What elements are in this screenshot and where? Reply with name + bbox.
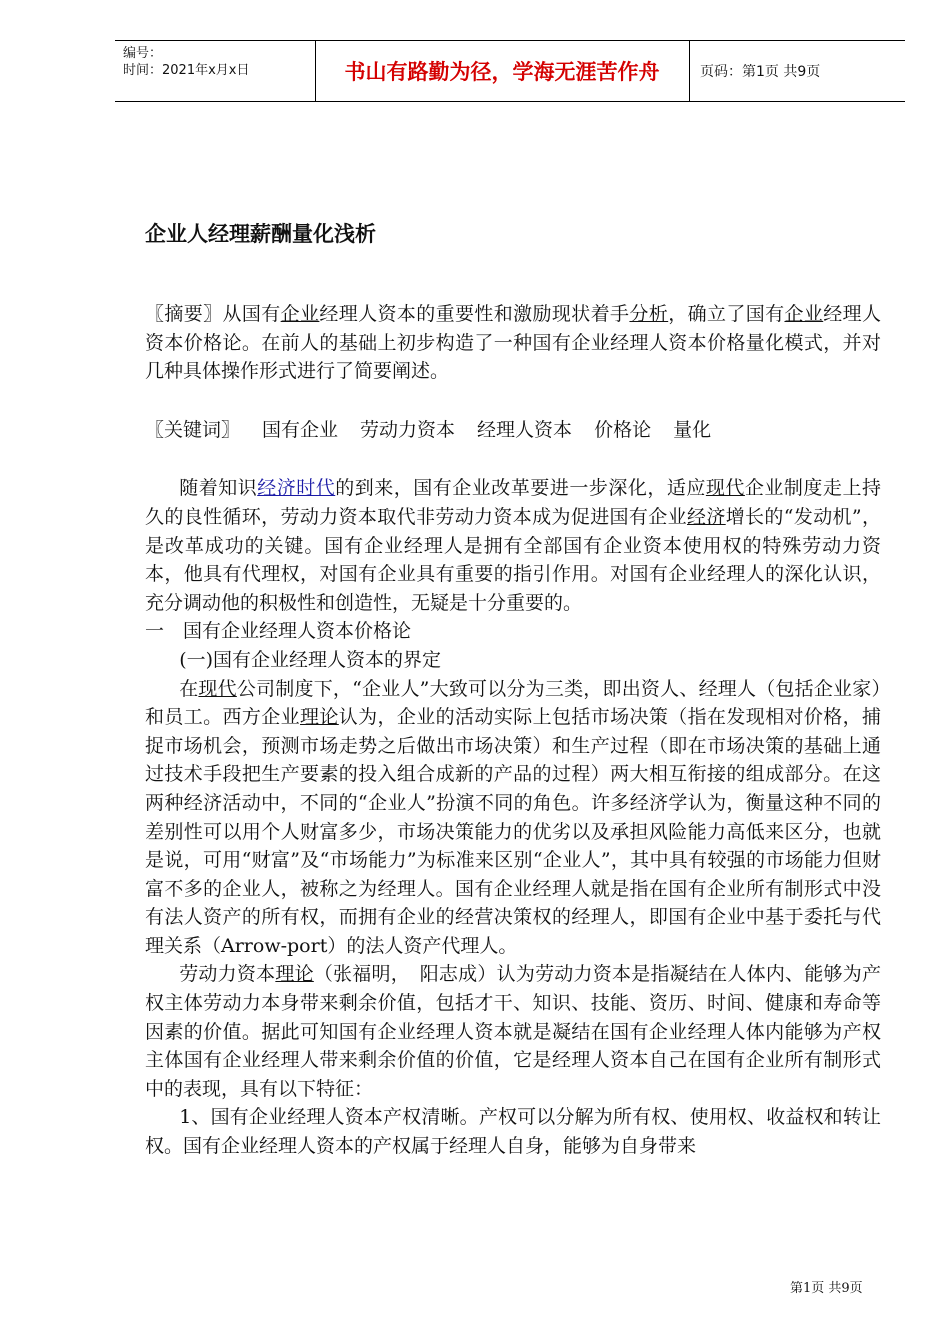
feature-1-paragraph: 1、国有企业经理人资本产权清晰。产权可以分解为所有权、使用权、收益权和转让权。国有企业经理人资本的产权属于经理人自身，能够为自身带来 — [145, 1106, 881, 1158]
intro-paragraph — [145, 474, 881, 617]
keywords-line — [145, 416, 881, 445]
abstract-text: 经理人资本的重要性和激励现状着手 — [319, 303, 630, 325]
paragraph-text: 认为，企业的活动实际上包括市场决策（指在发现相对价格，捕捉市场机会，预测市场走势之后做出市场决策）和生产过程（即在市场决策的基础上通过技术手段把生产要素的投入组合成新的产品的过程）两大相互衔接的组成部分。在这两种经济活动中，不同的“企业人”扮演不同的角色。许多经济学认为，衡量这种不同的差别性可以用个人财富多少，市场决策能力的优劣以及承担风险能力高低来区分，也就是说，可用“财富”及“市场能力”为标准来区别“企业人”，其中具有较强的市场能力但财富不多的企业人，被称之为经理人。国有企业经理人就是指在国有企业所有制形式中没有法人资产的所有权，而拥有企业的经营决策权的经理人，即国有企业中基于委托与代理关系（Arrow-port）的法人资产代理人。 — [145, 706, 881, 957]
page-footer: 第1页 共9页 — [790, 1281, 863, 1296]
document-title: 企业人经理薪酬量化浅析 — [145, 221, 376, 246]
subsection-heading-1: (一)国有企业经理人资本的界定 — [179, 648, 442, 671]
paragraph-text: 企业制度走上持久的良性循环，劳动力资本取代非劳动力资本成为促进国有企业 — [145, 477, 881, 528]
paragraph-text: 的到来，国有企业改革要进一步深化，适应 — [335, 477, 706, 500]
underlined-term: 理论 — [300, 706, 339, 729]
abstract-text: 〖摘要〗从国有 — [145, 303, 281, 325]
paragraph-text: 增长的“发动机”，是改革成功的关键。国有企业经理人是拥有全部国有企业资本使用权的特殊劳动力资本，他具有代理权，对国有企业具有重要的指引作用。对国有企业经理人的深化认识，充分调动他的积极性和创造性，无疑是十分重要的。 — [145, 505, 881, 614]
paragraph-text: 公司制度下，“企业人”大致可以分为三类，即出资人、经理人（包括企业家）和员工。西方企业 — [145, 677, 881, 729]
header-time: 时间：2021年x月x日 — [123, 63, 250, 78]
underlined-term: 现代 — [705, 477, 745, 500]
keyword: 价格论 — [594, 418, 652, 441]
section-heading-1: 一 国有企业经理人资本价格论 — [145, 620, 412, 643]
paragraph-text: （张福明， 阳志成）认为劳动力资本是指凝结在人体内、能够为产权主体劳动力本身带来剩余价值，包括才干、知识、技能、资历、时间、健康和寿命等因素的价值。据此可知国有企业经理人资本就是凝结在国有企业经理人体内能够为产权主体国有企业经理人带来剩余价值的价值，它是经理人资本自己在国有企业所有制形式中的表现，具有以下特征： — [145, 963, 881, 1100]
underlined-term: 现代 — [198, 677, 237, 700]
header-meta — [115, 41, 316, 101]
keywords-label: 〖关键词〗 — [145, 418, 241, 441]
labor-capital-paragraph — [145, 960, 881, 1103]
underlined-term: 分析 — [629, 303, 669, 325]
keyword: 经理人资本 — [477, 418, 573, 441]
header-motto: 书山有路勤为径，学海无涯苦作舟 — [315, 41, 690, 101]
abstract-text: 经理人资本价格论。在前人的基础上初步构造了一种国有企业经理人资本价格量化模式，并对几种具体操作形式进行了简要阐述。 — [145, 303, 881, 383]
header-page-info: 页码：第1页 共9页 — [700, 64, 821, 80]
underlined-term: 理论 — [275, 963, 314, 986]
definition-paragraph — [145, 675, 881, 961]
abstract-paragraph — [145, 300, 881, 386]
keyword: 国有企业 — [262, 418, 339, 441]
document-body — [145, 300, 881, 1161]
keyword: 劳动力资本 — [360, 418, 456, 441]
underlined-term: 企业 — [784, 303, 824, 325]
underlined-term: 企业 — [280, 303, 320, 325]
paragraph-text: 劳动力资本 — [179, 963, 276, 986]
page-header — [115, 40, 905, 102]
paragraph-text: 随着知识 — [179, 477, 258, 500]
keyword: 量化 — [673, 418, 712, 441]
paragraph-text: 在 — [179, 677, 199, 700]
underlined-term: 经济 — [686, 505, 726, 528]
header-number: 编号： — [123, 46, 163, 61]
abstract-text: ，确立了国有 — [668, 303, 785, 325]
link-knowledge-economy[interactable]: 经济时代 — [257, 477, 336, 500]
